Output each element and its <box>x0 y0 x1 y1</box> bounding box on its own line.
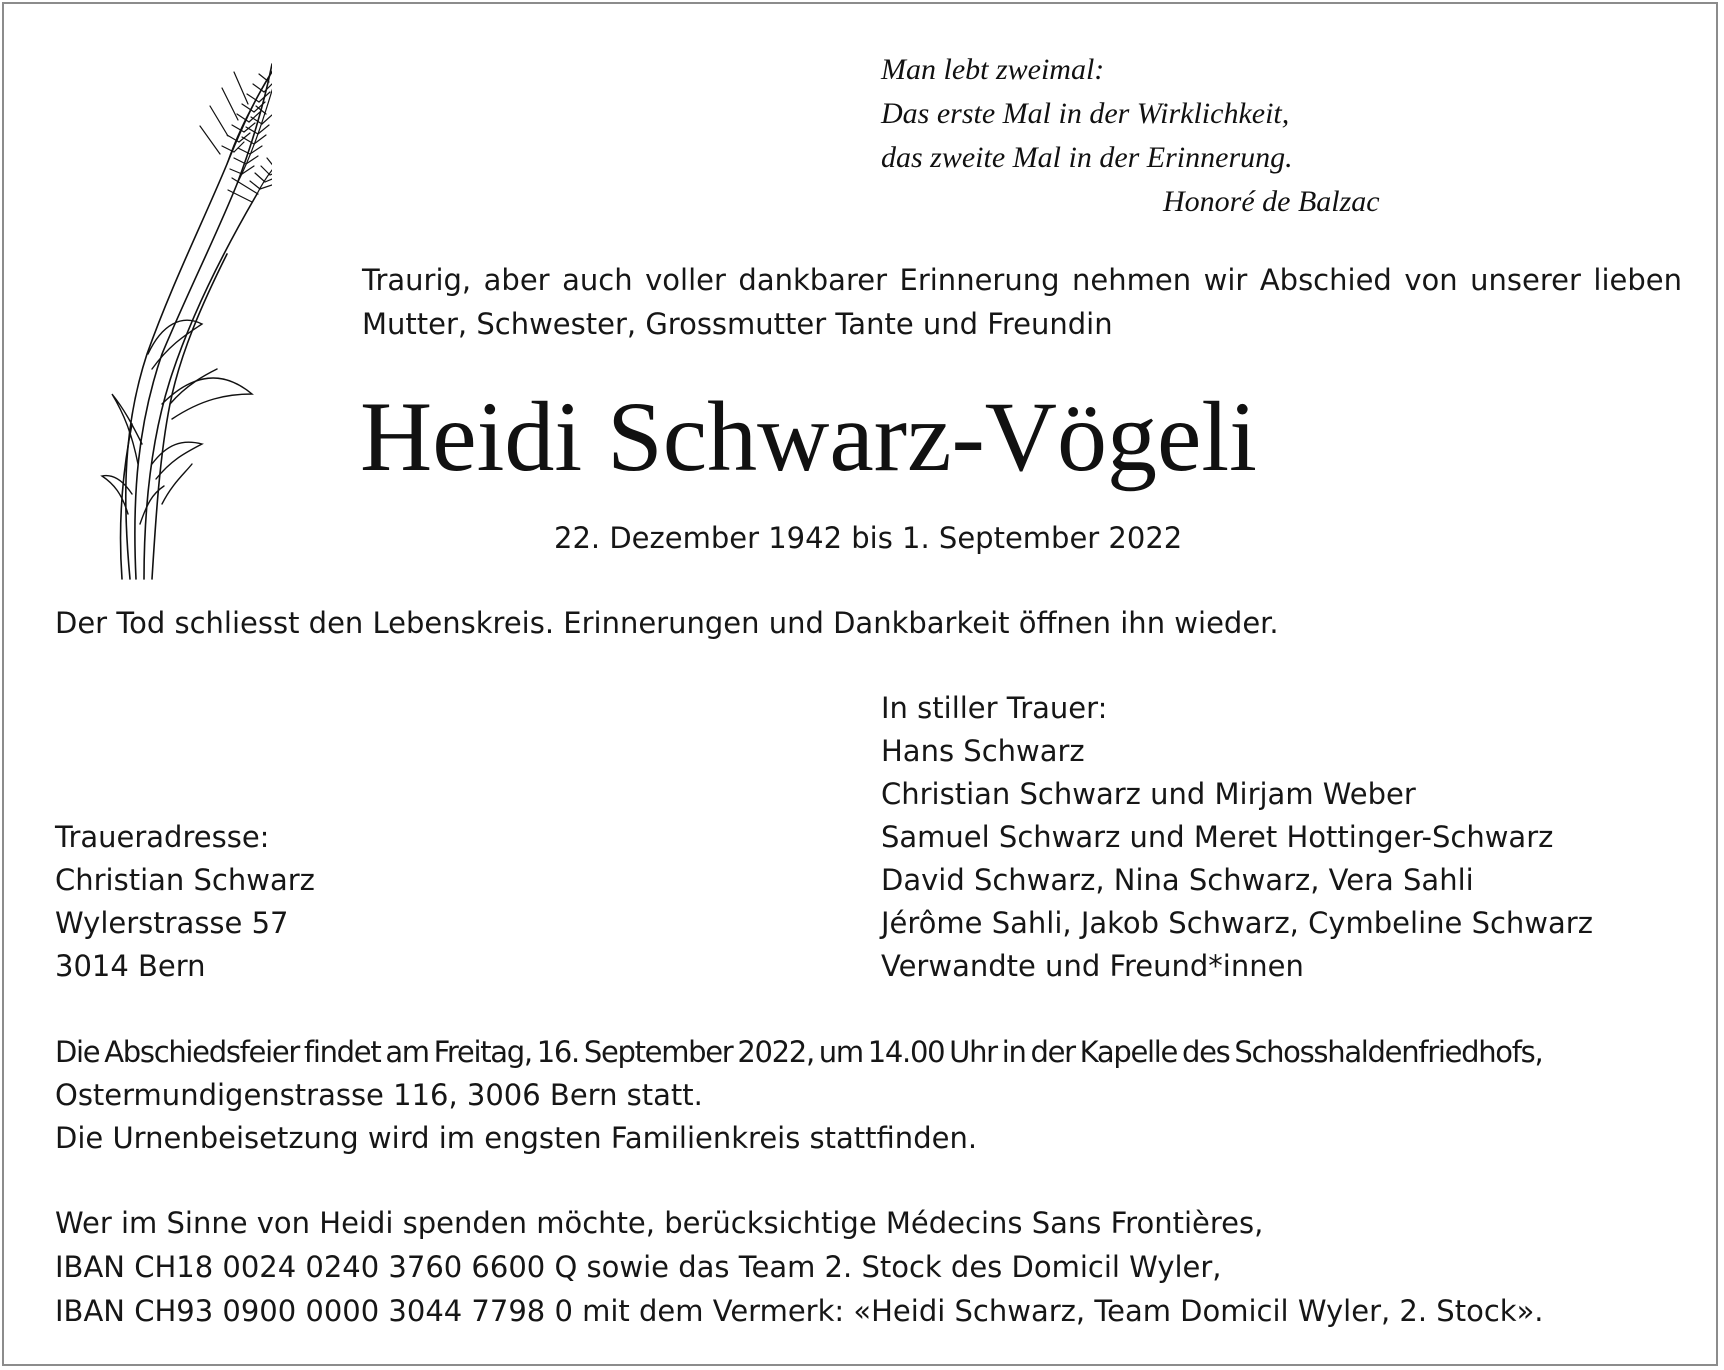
address-line: 3014 Bern <box>55 949 206 983</box>
wheat-ear-1 <box>200 64 272 164</box>
address-line: Christian Schwarz <box>55 863 315 897</box>
ceremony-line: Die Urnenbeisetzung wird im engsten Familienkreis stattfinden. <box>55 1121 978 1155</box>
life-dates: 22. Dezember 1942 bis 1. September 2022 <box>554 521 1183 555</box>
mourning-address <box>55 816 315 988</box>
quote-author: Honoré de Balzac <box>1163 185 1380 218</box>
address-label: Traueradresse: <box>55 820 270 854</box>
motto-text: Der Tod schliesst den Lebenskreis. Erinnerungen und Dankbarkeit öffnen ihn wieder. <box>55 606 1279 640</box>
wheat-ear-3 <box>228 144 272 202</box>
mourner-name: David Schwarz, Nina Schwarz, Vera Sahli <box>881 863 1474 897</box>
mourners-heading: In stiller Trauer: <box>881 691 1108 725</box>
wheat-stalks <box>120 44 272 579</box>
address-line: Wylerstrasse 57 <box>55 906 289 940</box>
mourner-name: Jérôme Sahli, Jakob Schwarz, Cymbeline Schwarz <box>881 906 1593 940</box>
mourner-name: Verwandte und Freund*innen <box>881 949 1304 983</box>
ceremony-line: Ostermundigenstrasse 116, 3006 Bern statt. <box>55 1078 703 1112</box>
donation-info <box>55 1201 1544 1333</box>
mourner-name: Samuel Schwarz und Meret Hottinger-Schwarz <box>881 820 1554 854</box>
quote-block <box>881 48 1380 224</box>
obituary-notice <box>2 2 1718 1366</box>
mourner-name: Hans Schwarz <box>881 734 1085 768</box>
donation-line: IBAN CH18 0024 0240 3760 6600 Q sowie das Team 2. Stock des Domicil Wyler, <box>55 1250 1222 1284</box>
deceased-name: Heidi Schwarz-Vögeli <box>360 381 1257 492</box>
wheat-leaves <box>102 320 252 524</box>
intro-line: Mutter, Schwester, Grossmutter Tante und Freundin <box>362 307 1113 341</box>
mourner-name: Christian Schwarz und Mirjam Weber <box>881 777 1416 811</box>
mourners-list <box>881 687 1593 988</box>
donation-line: IBAN CH93 0900 0000 3044 7798 0 mit dem Vermerk: «Heidi Schwarz, Team Domicil Wyler, 2. Stock». <box>55 1294 1544 1328</box>
wheat-illustration <box>52 24 272 594</box>
wheat-ear-2 <box>230 84 272 184</box>
intro-text <box>362 258 1682 346</box>
ceremony-line: Die Abschiedsfeier findet am Freitag, 16. September 2022, um 14.00 Uhr in der Kapelle des Schosshaldenfriedhofs, <box>55 1035 1543 1069</box>
quote-line: Das erste Mal in der Wirklichkeit, <box>881 97 1290 130</box>
quote-line: das zweite Mal in der Erinnerung. <box>881 141 1293 174</box>
donation-line: Wer im Sinne von Heidi spenden möchte, berücksichtige Médecins Sans Frontières, <box>55 1206 1264 1240</box>
intro-line: Traurig, aber auch voller dankbarer Erinnerung nehmen wir Abschied von unserer lieben <box>362 263 1682 297</box>
quote-line: Man lebt zweimal: <box>881 53 1105 86</box>
ceremony-info <box>55 1031 1677 1160</box>
